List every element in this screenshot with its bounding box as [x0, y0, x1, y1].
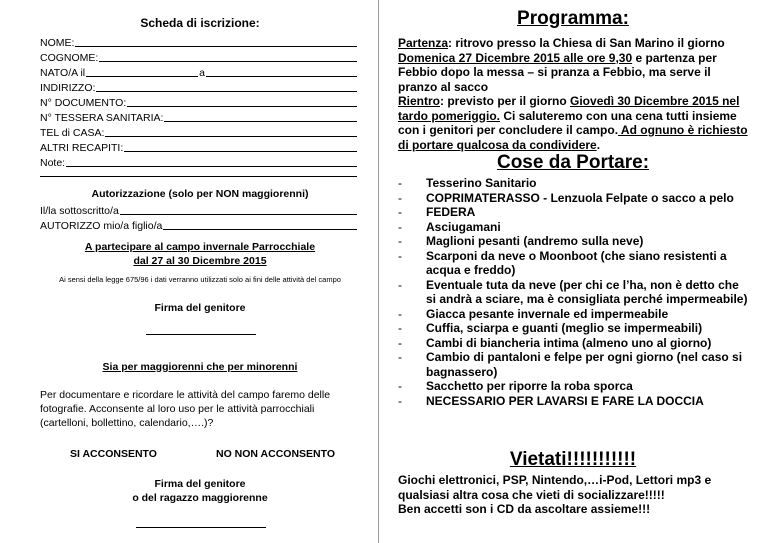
firma-genitore-line[interactable] [146, 334, 256, 335]
sottoscritto-field[interactable]: Il/la sottoscritto/a [40, 204, 357, 218]
list-item: - Scarponi da neve o Moonboot (che siano resistenti a acqua e freddo) [398, 248, 727, 277]
nome-field[interactable]: NOME: [40, 36, 357, 50]
items-list [398, 176, 748, 408]
list-item: - FEDERA [398, 205, 476, 219]
rientro-label: Rientro [398, 94, 440, 108]
partecipare-line-1: A partecipare al campo invernale Parrocchiale [84, 241, 316, 253]
form-title: Scheda di iscrizione: [140, 16, 260, 30]
indirizzo-field[interactable]: INDIRIZZO: [40, 81, 357, 95]
privacy-notice: Ai sensi della legge 675/96 i dati verranno utilizzati solo ai fini delle attività del campo [59, 275, 341, 284]
list-item: - COPRIMATERASSO - Lenzuola Felpate o sacco a pelo [398, 190, 734, 205]
list-item: - Cambi di biancheria intima (almeno uno al giorno) [398, 335, 712, 350]
documento-field[interactable]: N° DOCUMENTO: [40, 96, 357, 110]
vietati-text: Giochi elettronici, PSP, Nintendo,…i-Pod, Lettori mp3 e qualsiasi altra cosa che vieti di socializzare!!!!! Ben accetti son i CD da ascoltare assieme!!! [398, 473, 712, 516]
program-panel [398, 0, 748, 543]
firma2-label-2: o del ragazzo maggiorenne [132, 492, 268, 504]
tel-field[interactable]: TEL di CASA: [40, 126, 357, 140]
programma-text: Partenza: ritrovo presso la Chiesa di San Marino il giorno Domenica 27 Dicembre 2015 alle ore 9,30 e partenza per Febbio dopo la messa – si pranza a Febbio, ma serve il pranzo al sacco Rientro: previsto per il giorno Giovedì 30 Dicembre 2015 nel tardo pomeriggio. Ci saluteremo con una cena tutti insieme con i genitori per concludere il campo. Ad ognuno è richiesto di portare qualcosa da condividere. [398, 36, 748, 152]
si-acconsento-option[interactable]: SI ACCONSENTO [70, 448, 157, 460]
cognome-field[interactable]: COGNOME: [40, 51, 357, 65]
cose-da-portare-title: Cose da Portare: [496, 152, 650, 173]
photo-consent-text: Per documentare e ricordare le attività del campo faremo delle fotografie. Acconsente al loro uso per le attività parrocchiali (cartelloni, bollettino, calendario,….)? [40, 389, 331, 429]
note-field[interactable]: Note: [40, 156, 357, 170]
note-extra-line[interactable] [40, 176, 357, 177]
programma-title: Programma: [517, 8, 629, 29]
list-item: - Tesserino Sanitario [398, 176, 537, 190]
list-item: - Giacca pesante invernale ed impermeabile [398, 306, 669, 321]
firma-genitore-label: Firma del genitore [154, 302, 246, 314]
registration-form [40, 0, 360, 543]
auth-title: Autorizzazione (solo per NON maggiorenni) [91, 188, 309, 200]
firma2-line[interactable] [136, 527, 266, 528]
list-item: - Cuffia, sciarpa e guanti (meglio se impermeabili) [398, 321, 703, 335]
firma2-label-1: Firma del genitore [154, 478, 246, 490]
list-item: - Maglioni pesanti (andremo sulla neve) [398, 234, 644, 248]
partecipare-line-2: dal 27 al 30 Dicembre 2015 [133, 255, 267, 267]
autorizzo-field[interactable]: AUTORIZZO mio/a figlio/a [40, 219, 357, 233]
altri-recapiti-field[interactable]: ALTRI RECAPITI: [40, 141, 357, 155]
tessera-field[interactable]: N° TESSERA SANITARIA: [40, 111, 357, 125]
vietati-title: Vietati!!!!!!!!!!! [509, 449, 637, 470]
ben-accetti-text: Ben accetti son i CD da ascoltare assieme!!! [398, 502, 651, 516]
sia-per-heading: Sia per maggiorenni che per minorenni [102, 361, 298, 373]
page-fold-divider [378, 0, 379, 543]
birth-field[interactable]: NATO/A il a [40, 66, 357, 80]
no-acconsento-option[interactable]: NO NON ACCONSENTO [216, 448, 336, 460]
list-item: - Sacchetto per riporre la roba sporca [398, 379, 633, 393]
partenza-date: Domenica 27 Dicembre 2015 alle ore 9,30 [398, 50, 633, 65]
list-item: - Asciugamani [398, 219, 501, 234]
list-item: - Eventuale tuta da neve (per chi ce l’ha, non è detto che si andrà a sciare, ma è consigliata perché impermeabile) [398, 277, 748, 306]
rientro-date: Giovedì 30 Dicembre 2015 nel tardo pomeriggio. [398, 94, 740, 123]
list-item: - Cambio di pantaloni e felpe per ogni giorno (nel caso si bagnassero) [398, 350, 743, 379]
list-item: - NECESSARIO PER LAVARSI E FARE LA DOCCIA [398, 393, 704, 408]
partenza-label: Partenza [398, 36, 449, 50]
